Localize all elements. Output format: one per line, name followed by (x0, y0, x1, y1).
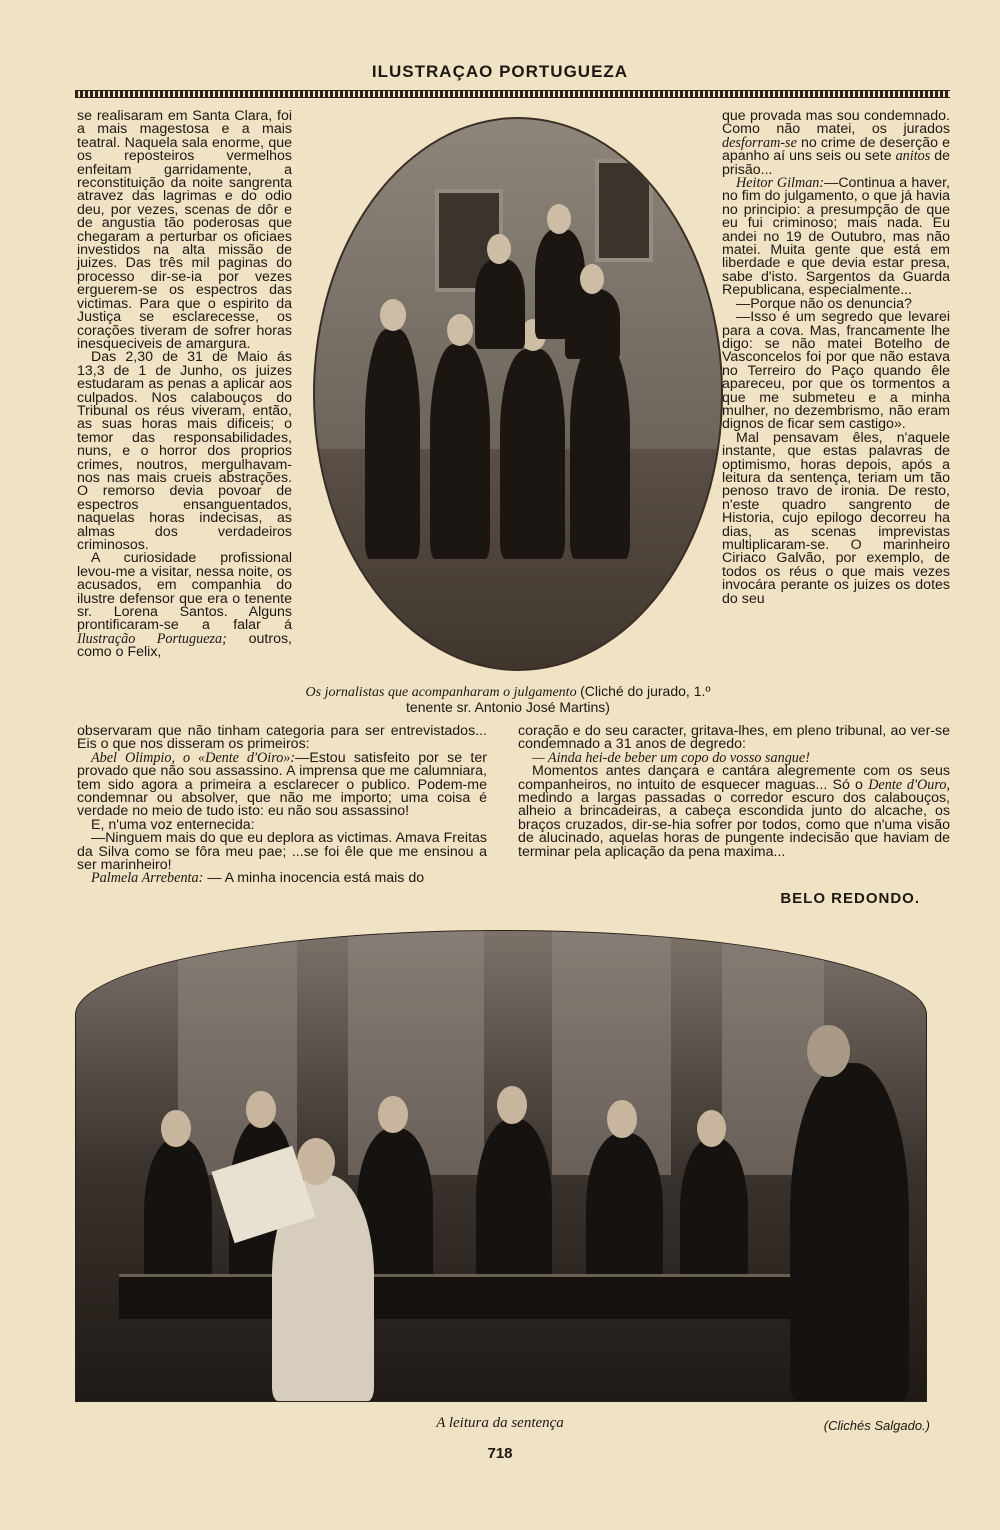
masthead-rule (75, 90, 950, 98)
right-column (722, 110, 950, 606)
right-paragraph-4: —Isso é um segredo que levarei para a cova. Mas, francamente lhe digo: se não matei Botelho de Vasconcelos foi por que não estava no Terreiro do Paço quando êle apareceu, por que os tormentos a que me submeteu e a minha mulher, no dezembrismo, não eram dignos de ficar sem castigo». (722, 309, 950, 433)
right-paragraph-3: —Porque não os denuncia? (736, 295, 912, 312)
page-number: 718 (487, 1445, 513, 1462)
photo-credit: (Clichés Salgado.) (823, 1418, 930, 1433)
left-column (77, 110, 292, 660)
author-signature: BELO REDONDO. (780, 890, 920, 907)
masthead-title: ILUSTRAÇAO PORTUGUEZA (371, 62, 629, 81)
bottom-right-column (518, 725, 950, 859)
left-paragraph-2: Das 2,30 de 31 de Maio ás 13,3 de 1 de Junho, os juizes estudaram as penas a aplicar aos culpados. Nos calabouços do Tribunal os réus viveram, então, as suas horas mais dificeis; o temor das responsabilidades, nuns, e o horror dos proprios crimes, noutros, mergulhavam-nos nas mais crueis abstrações. O remorso devia povoar de espectros ensanguentados, naquelas horas indecisas, as almas dos verdadeiros criminosos. (77, 349, 292, 553)
bottom-right-paragraph-1: coração e do seu caracter, gritava-lhes, em pleno tribunal, ao ver-se condemnado a 31 anos de degredo: (518, 723, 950, 753)
journalists-photo (313, 117, 723, 671)
bottom-left-paragraph-2: Abel Olimpio, o «Dente d'Oiro»:—Estou satisfeito por se ter provado que não sou assassino. A imprensa que me calumniara, tem sido agora a primeira a esclarecer o publico. Podem-me condemnar ou absolver, que não me importo; uma coisa é verdade no meio de tudo isto: eu não sou assassino! (77, 749, 487, 820)
bottom-left-paragraph-3: E, n'uma voz enternecida: (91, 816, 255, 833)
right-paragraph-2: Heitor Gilman:—Continua a haver, no fim do julgamento, o que já havia no principio: a presumpção de que eu fui criminoso; mais nada. Eu andei no 19 de Outubro, mas não matei. Muita gente que está em liberdade e que devia estar presa, sabe d'isto. Sargentos da Guarda Republicana, especialmente... (722, 175, 950, 299)
bottom-left-paragraph-4: —Ninguem mais do que eu deplora as victimas. Amava Freitas da Silva como se fôra meu pae; ...se foi êle que me ensinou a ser marinheiro! (77, 830, 487, 874)
left-paragraph-1: se realisaram em Santa Clara, foi a mais magestosa e a mais teatral. Naquela sala enorme, que os reposteiros vermelhos enfeitam garridamente, a reconstituição da noite sangrenta atravez das lagrimas e do odio deu, por vezes, scenas de dôr e de angustia tão poderosas que chegaram a perturbar os oficiaes investidos na alta missão de juizes. Das três mil paginas do processo dir-se-ia por vezes erguerem-se os espectros das victimas. Para que o espirito da Justiça se esclarecesse, os corações tiveram de sofrer horas inesqueciveis de amargura. (77, 108, 292, 352)
journalists-photo-caption: Os jornalistas que acompanharam o julgamento (Cliché do jurado, 1.º tenente sr. Antonio José Martins) (305, 683, 711, 715)
bottom-right-paragraph-2: Momentos antes dançara e cantára alegremente com os seus companheiros, no intuito de esquecer maguas... Só o Dente d'Ouro, medindo a largas passadas o corredor escuro dos calabouços, alheio a brincadeiras, a cabeça escondida junto do alcache, os braços cruzados, dir-se-hia sofrer por todos, como que n'uma visão de alucinado, aquelas horas de pungente indecisão que haviam de terminar pela aplicação da pena maxima... (518, 763, 950, 860)
sentence-reading-caption: A leitura da sentença (436, 1415, 564, 1431)
left-paragraph-3: A curiosidade profissional levou-me a visitar, nessa noite, os acusados, em companhia do ilustre defensor que era o tenente sr. Lorena Santos. Alguns prontificaram-se a falar á Ilustração Portugueza; outros, como o Felix, (77, 550, 292, 661)
bottom-left-column (77, 725, 487, 886)
bottom-right-quote: — Ainda hei-de beber um copo do vosso sangue! (532, 749, 810, 766)
sentence-reading-photo (75, 930, 927, 1402)
bottom-left-paragraph-1: observaram que não tinham categoria para ser entrevistados... Eis o que nos disseram os primeiros: (77, 723, 487, 753)
right-paragraph-5: Mal pensavam êles, n'aquele instante, que estas palavras de optimismo, horas depois, após a leitura da sentença, teriam um tão penoso travo de ironia. De resto, n'este quadro sangrento de Historia, cujo epilogo decorreu ha dias, as scenas imprevistas multiplicaram-se. O marinheiro Ciriaco Galvão, por exemplo, de todos os réus o que mais vezes invocára perante os juizes os dotes do seu (722, 429, 950, 607)
right-paragraph-1: que provada mas sou condemnado. Como não matei, os jurados desforram-se no crime de deserção e apanho aí uns seis ou sete anitos de prisão... (722, 108, 950, 178)
bottom-left-paragraph-5: Palmela Arrebenta: — A minha inocencia está mais do (91, 870, 425, 887)
